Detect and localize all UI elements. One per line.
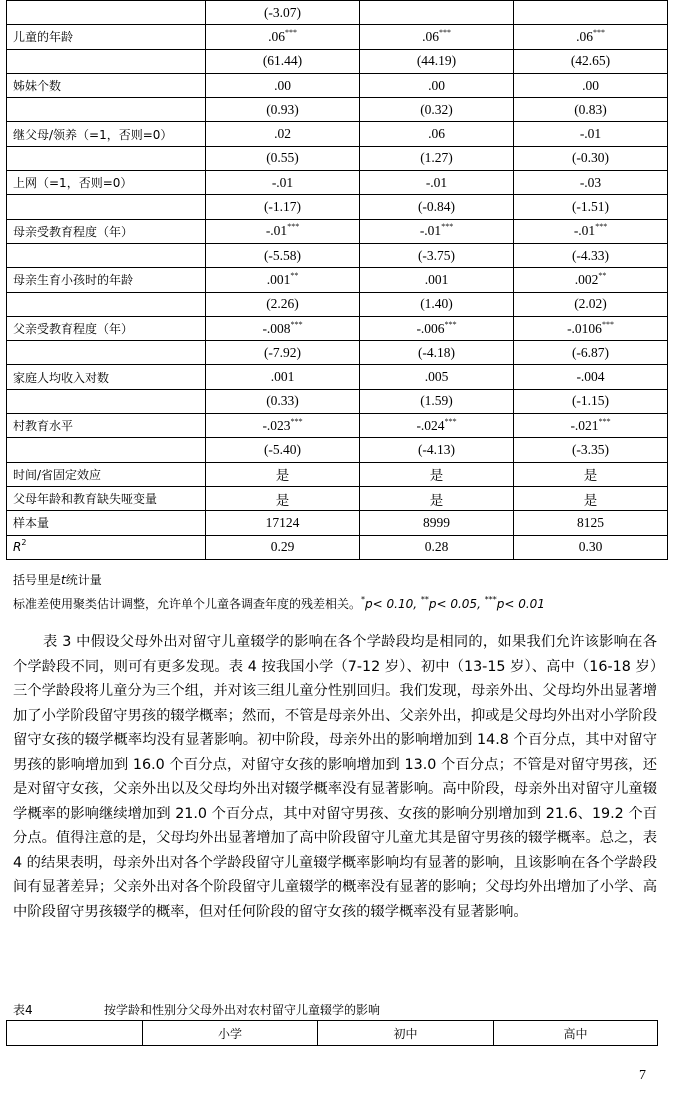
row-label bbox=[7, 146, 206, 170]
row-label bbox=[7, 389, 206, 413]
table-row bbox=[7, 462, 668, 486]
table-row bbox=[7, 1, 668, 25]
table-row bbox=[7, 49, 668, 73]
table-row bbox=[7, 219, 668, 243]
table-cell: (-1.51) bbox=[514, 195, 668, 219]
table-cell: (1.59) bbox=[360, 389, 514, 413]
table-cell: -.023*** bbox=[206, 414, 360, 438]
table-cell: (0.93) bbox=[206, 98, 360, 122]
table-cell: -.006*** bbox=[360, 316, 514, 340]
table-cell: (2.26) bbox=[206, 292, 360, 316]
table-cell: (-4.13) bbox=[360, 438, 514, 462]
row-label bbox=[7, 292, 206, 316]
table-cell: -.0106*** bbox=[514, 316, 668, 340]
table4-header-cell: 初中 bbox=[318, 1021, 494, 1046]
table4-id: 表4 bbox=[13, 1003, 33, 1017]
table-row bbox=[7, 365, 668, 389]
table-cell: (0.83) bbox=[514, 98, 668, 122]
table-row bbox=[7, 414, 668, 438]
table-row bbox=[7, 535, 668, 559]
row-label: 时间/省固定效应 bbox=[7, 462, 206, 486]
table-cell: .001** bbox=[206, 268, 360, 292]
table-cell: (1.27) bbox=[360, 146, 514, 170]
table-cell: (-6.87) bbox=[514, 341, 668, 365]
table-cell: .00 bbox=[360, 73, 514, 97]
table-cell: 0.28 bbox=[360, 535, 514, 559]
table-cell: (-3.75) bbox=[360, 243, 514, 267]
table-cell: .06*** bbox=[360, 25, 514, 49]
table4-header-cell: 高中 bbox=[494, 1021, 658, 1046]
table-cell: -.01 bbox=[206, 171, 360, 195]
table-cell: (-4.18) bbox=[360, 341, 514, 365]
table-cell: 0.29 bbox=[206, 535, 360, 559]
table-cell: (1.40) bbox=[360, 292, 514, 316]
table-cell: -.01 bbox=[360, 171, 514, 195]
table-cell: -.021*** bbox=[514, 414, 668, 438]
row-label bbox=[7, 341, 206, 365]
table-cell: 是 bbox=[206, 486, 360, 510]
table-cell: 是 bbox=[360, 462, 514, 486]
table-cell: .001 bbox=[360, 268, 514, 292]
table-row bbox=[7, 25, 668, 49]
row-label bbox=[7, 243, 206, 267]
table-cell: -.01*** bbox=[206, 219, 360, 243]
row-label: 父母年龄和教育缺失哑变量 bbox=[7, 486, 206, 510]
table-cell: -.01*** bbox=[360, 219, 514, 243]
row-label bbox=[7, 49, 206, 73]
row-label: 母亲生育小孩时的年龄 bbox=[7, 268, 206, 292]
table-cell bbox=[514, 1, 668, 25]
table-cell: 是 bbox=[514, 486, 668, 510]
table-cell: (61.44) bbox=[206, 49, 360, 73]
table-cell: 8125 bbox=[514, 511, 668, 535]
table-cell: 17124 bbox=[206, 511, 360, 535]
table-cell bbox=[360, 1, 514, 25]
table-cell: (44.19) bbox=[360, 49, 514, 73]
page-number: 7 bbox=[639, 1068, 646, 1083]
row-label: 家庭人均收入对数 bbox=[7, 365, 206, 389]
row-label: 母亲受教育程度（年） bbox=[7, 219, 206, 243]
row-label bbox=[7, 98, 206, 122]
row-label bbox=[7, 1, 206, 25]
table-cell: .06*** bbox=[206, 25, 360, 49]
table-cell: (0.32) bbox=[360, 98, 514, 122]
table-cell: 0.30 bbox=[514, 535, 668, 559]
table-cell: .005 bbox=[360, 365, 514, 389]
table4-header-cell: 小学 bbox=[143, 1021, 318, 1046]
row-label: 父亲受教育程度（年） bbox=[7, 316, 206, 340]
table-row bbox=[7, 268, 668, 292]
table-cell: (-1.17) bbox=[206, 195, 360, 219]
table-cell: -.024*** bbox=[360, 414, 514, 438]
table4-header-cell bbox=[7, 1021, 143, 1046]
table-cell: .002** bbox=[514, 268, 668, 292]
table-cell: .00 bbox=[206, 73, 360, 97]
table-cell: 是 bbox=[360, 486, 514, 510]
row-label: 儿童的年龄 bbox=[7, 25, 206, 49]
table-row bbox=[7, 438, 668, 462]
table-cell: .00 bbox=[514, 73, 668, 97]
table-cell: (0.33) bbox=[206, 389, 360, 413]
table-row bbox=[7, 73, 668, 97]
table-row bbox=[7, 146, 668, 170]
table-cell: 是 bbox=[206, 462, 360, 486]
table-row bbox=[7, 122, 668, 146]
table-cell: -.01*** bbox=[514, 219, 668, 243]
table-row bbox=[7, 341, 668, 365]
table-cell: (-0.84) bbox=[360, 195, 514, 219]
row-label: 样本量 bbox=[7, 511, 206, 535]
row-label: 村教育水平 bbox=[7, 414, 206, 438]
table-cell: 8999 bbox=[360, 511, 514, 535]
table-cell: (-4.33) bbox=[514, 243, 668, 267]
row-label: 继父母/领养（=1，否则=0） bbox=[7, 122, 206, 146]
table-row bbox=[7, 98, 668, 122]
table-row bbox=[7, 243, 668, 267]
table4-title: 按学龄和性别分父母外出对农村留守儿童辍学的影响 bbox=[104, 1003, 381, 1017]
table-row bbox=[7, 486, 668, 510]
row-label: 上网（=1，否则=0） bbox=[7, 171, 206, 195]
table-note-t-stat: 括号里是t统计量 bbox=[13, 573, 102, 587]
row-label bbox=[7, 195, 206, 219]
table-cell: (-0.30) bbox=[514, 146, 668, 170]
table-cell: (0.55) bbox=[206, 146, 360, 170]
table-row bbox=[7, 171, 668, 195]
table4-header bbox=[6, 1020, 658, 1046]
row-label: 姊妹个数 bbox=[7, 73, 206, 97]
table-row bbox=[7, 316, 668, 340]
table-row bbox=[7, 292, 668, 316]
table-note-significance: 标准差使用聚类估计调整，允许单个儿童各调查年度的残差相关。*p< 0.10, **p< 0.05, ***p< 0.01 bbox=[13, 595, 545, 611]
table-cell: -.03 bbox=[514, 171, 668, 195]
table-row bbox=[7, 195, 668, 219]
row-label bbox=[7, 438, 206, 462]
table-cell: .06 bbox=[360, 122, 514, 146]
table-cell: (-3.07) bbox=[206, 1, 360, 25]
table-cell: -.01 bbox=[514, 122, 668, 146]
body-paragraph: 表 3 中假设父母外出对留守儿童辍学的影响在各个学龄段均是相同的，如果我们允许该影响在各个学龄段不同，则可有更多发现。表 4 按我国小学（7-12 岁）、初中（13-15 岁）、高中（16-18 岁）三个学龄段将儿童分为三个组，并对该三组儿童分性别回归。我们发现，母亲外出、父母均外出显著增加了小学阶段留守男孩的辍学概率；然而，不管是母亲外出、父亲外出，抑或是父母均外出对小学阶段留守女孩的辍学概率均没有显著影响。初中阶段，母亲外出的影响增加到 14.8 个百分点，其中对留守男孩的影响增加到 16.0 个百分点，对留守女孩的影响增加到 13.0 个百分点；不管是对留守男孩，还是对留守女孩，父亲外出以及父母均外出对辍学概率没有显著影响。高中阶段，母亲外出对留守儿童辍学概率的影响继续增加到 21.0 个百分点，其中对留守男孩、女孩的影响分别增加到 21.6、19.2 个百分点。值得注意的是，父母均外出显著增加了高中阶段留守儿童尤其是留守男孩的辍学概率。总之，表 4 的结果表明，母亲外出对各个学龄段留守儿童辍学概率影响均有显著的影响，且该影响在各个学龄段间有显著差异；父亲外出对各个阶段留守儿童辍学的概率没有显著的影响；父母均外出增加了小学、高中阶段留守男孩辍学的概率，但对任何阶段的留守女孩的辍学概率没有显著影响。 bbox=[13, 634, 657, 920]
table-cell: .06*** bbox=[514, 25, 668, 49]
table-cell: -.004 bbox=[514, 365, 668, 389]
table-cell: (-5.58) bbox=[206, 243, 360, 267]
table-cell: .02 bbox=[206, 122, 360, 146]
table-cell: .001 bbox=[206, 365, 360, 389]
table-cell: (-3.35) bbox=[514, 438, 668, 462]
table-cell: -.008*** bbox=[206, 316, 360, 340]
row-label: $R^2$ bbox=[7, 535, 206, 559]
table-row bbox=[7, 511, 668, 535]
table-cell: (-7.92) bbox=[206, 341, 360, 365]
table-cell: (-5.40) bbox=[206, 438, 360, 462]
table-cell: (2.02) bbox=[514, 292, 668, 316]
table-row bbox=[7, 389, 668, 413]
table-cell: (42.65) bbox=[514, 49, 668, 73]
table-cell: 是 bbox=[514, 462, 668, 486]
table-cell: (-1.15) bbox=[514, 389, 668, 413]
regression-table bbox=[6, 0, 668, 560]
